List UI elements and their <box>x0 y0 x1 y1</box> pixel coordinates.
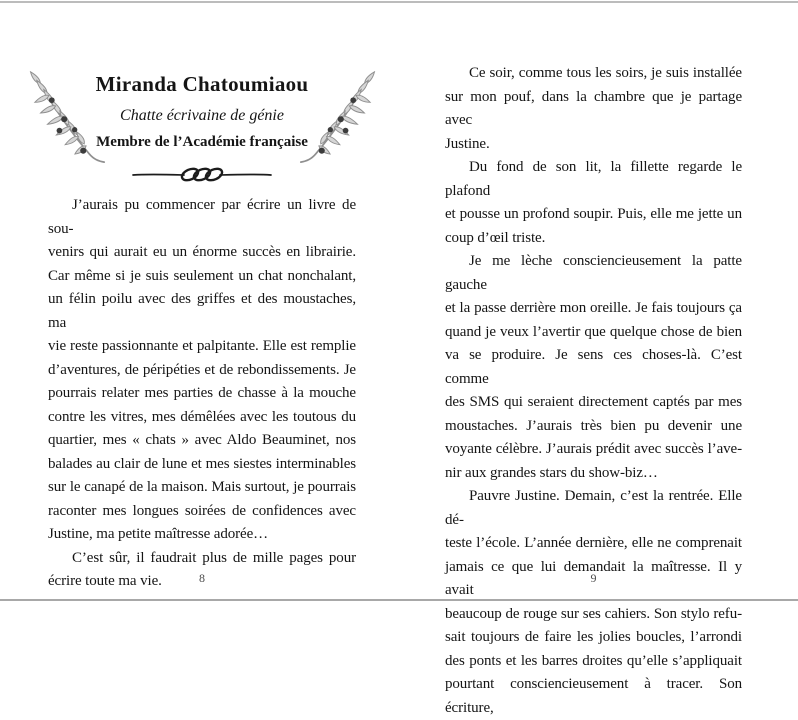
text-line: beaucoup de rouge sur ses cahiers. Son stylo refu- <box>445 605 742 622</box>
text-line: moustaches. J’aurais très bien pu devenir une <box>445 417 742 434</box>
text-line: jamais ce que lui demandait la maîtresse. Il y avait <box>445 558 742 598</box>
chapter-title: Miranda Chatoumiaou <box>95 72 309 96</box>
text-line: raconter mes longues soirées de confidences avec <box>48 502 356 519</box>
text-line: C’est sûr, il faudrait plus de mille pages pour <box>72 549 356 566</box>
chapter-affiliation: Membre de l’Académie française <box>96 134 308 150</box>
text-line: Je me lèche consciencieusement la patte gauche <box>445 253 742 293</box>
text-line: quartier, mes « chats » avec Aldo Beauminet, nos <box>48 432 356 448</box>
text-line: nir aux grandes stars du show-biz… <box>445 464 658 481</box>
text-line: Ce soir, comme tous les soirs, je suis installée <box>469 65 742 81</box>
text-line: sait toujours de faire les jolies boucles, l’arrondi <box>445 629 742 645</box>
rope-twist-divider-icon <box>48 162 356 186</box>
text-line: d’aventures, de péripéties et de rebondissements. Je <box>48 361 356 378</box>
text-line: va se produire. Je sens ces choses-là. C’est comme <box>445 347 742 387</box>
chapter-subtitle: Chatte écrivaine de génie <box>120 107 284 124</box>
text-line: J’aurais pu commencer par écrire un livre de sou- <box>48 197 356 237</box>
right-page <box>399 0 798 716</box>
text-line: teste l’école. L’année dernière, elle ne comprenait <box>445 535 742 551</box>
left-page-body <box>48 194 356 594</box>
text-line: voyante célèbre. J’aurais prédit avec succès l’ave- <box>445 441 742 457</box>
paragraph <box>445 62 742 156</box>
bottom-rule <box>0 599 798 601</box>
paragraph <box>48 194 356 547</box>
page-number-left: 8 <box>199 571 205 585</box>
chapter-header <box>48 0 356 186</box>
text-line: sur le canapé de la maison. Mais surtout, je pourrais <box>48 479 356 495</box>
right-page-body <box>445 0 742 720</box>
text-line: écrire toute ma vie. <box>48 573 162 589</box>
text-line: Justine. <box>445 135 490 152</box>
paragraph <box>445 156 742 250</box>
text-line: des SMS qui seraient directement captés par mes <box>445 394 742 410</box>
text-line: sur mon pouf, dans la chambre que je partage avec <box>445 88 742 128</box>
text-line: coup d’œil triste. <box>445 229 546 246</box>
text-line: Pauvre Justine. Demain, c’est la rentrée. Elle dé- <box>445 488 742 528</box>
text-line: venirs qui aurait eu un énorme succès en librairie. <box>48 244 356 260</box>
text-line: vie reste passionnante et palpitante. Elle est remplie <box>48 338 356 354</box>
text-line: contre les vitres, mes démêlées avec les toutous du <box>48 408 356 425</box>
text-line: et la passe derrière mon oreille. Je fais toujours ça <box>445 300 742 316</box>
paragraph <box>48 547 356 594</box>
text-line: pourtant consciencieusement à tracer. Son écriture, <box>445 676 742 716</box>
text-line: Du fond de son lit, la fillette regarde le plafond <box>445 159 742 199</box>
text-line: quand je veux l’avertir que quelque chose de bien <box>445 323 742 340</box>
paragraph <box>445 250 742 485</box>
text-line: Car même si je suis seulement un chat nonchalant, <box>48 267 356 284</box>
text-line: des ponts et les barres droites qu’elle s’appliquait <box>445 652 742 669</box>
text-line: balades au clair de lune et mes siestes interminables <box>48 455 356 472</box>
left-page <box>0 0 399 601</box>
page-number-right: 9 <box>590 571 597 585</box>
text-line: pourrais relater mes parties de chasse à la mouche <box>48 385 356 401</box>
text-line: et pousse un profond soupir. Puis, elle me jette un <box>445 206 742 222</box>
paragraph <box>445 485 742 720</box>
text-line: Justine, ma petite maîtresse adorée… <box>48 526 269 542</box>
text-line: un félin poilu avec des griffes et des moustaches, ma <box>48 291 356 331</box>
